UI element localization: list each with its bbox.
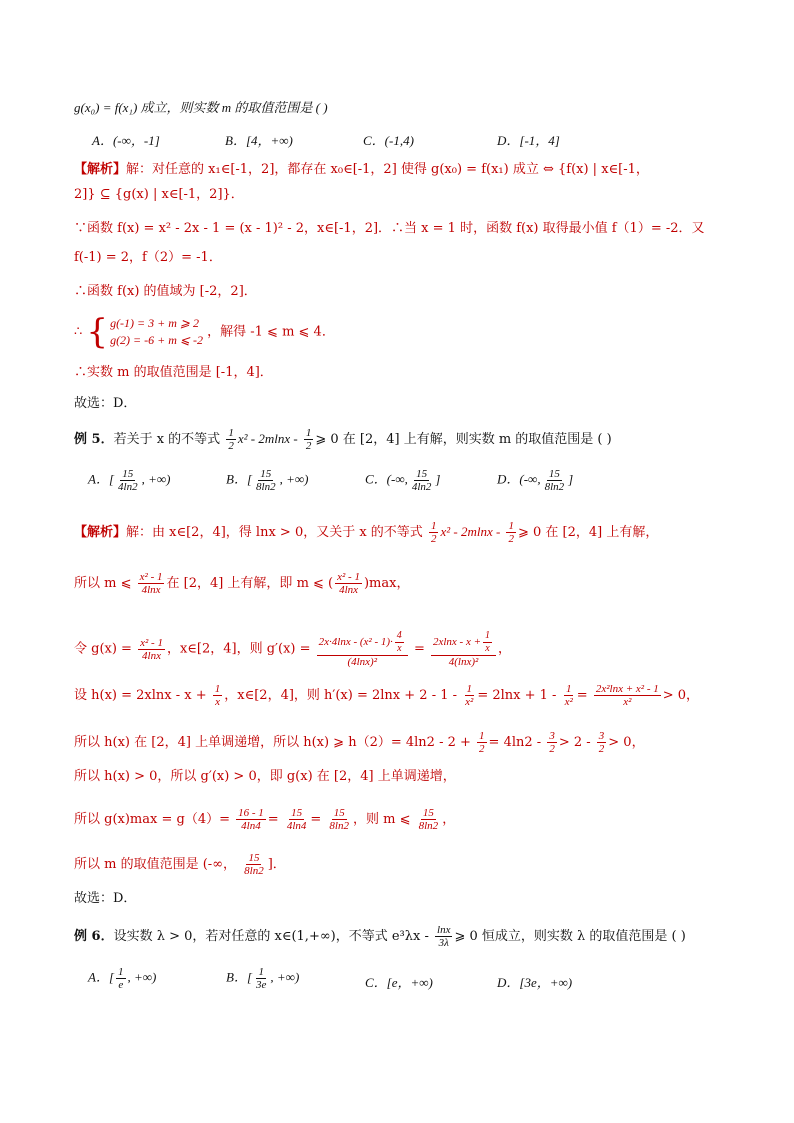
sol5-line-3: 令 g(x) = $\frac{\text{x² - 1}}{4\ln x}$ ，x∈[2，4]，则 g′(x) = 2x·4lnx - (x² - 1)· $\frac{4}{x}$ (4lnx)² = 2xlnx - x + $\frac{1}{x}$ 4(lnx)² ，	[74, 630, 512, 668]
ex5-option-c: C．(-∞, $\frac{15}{4\ln 2}$ ]	[365, 468, 441, 493]
option-a: A．(-∞，-1]	[92, 133, 160, 148]
ex5-option-b: B．[ $\frac{15}{8\ln 2}$ , +∞)	[226, 468, 309, 493]
example-5-question: 例 5．若关于 x 的不等式 $\frac{1}{2}$ x² - 2mlnx - $\frac{1}{2}$ ⩾ 0 在 [2，4] 上有解，则实数 m 的取值范围是 ( )	[74, 427, 612, 452]
ex6-option-a: A．[ $\frac{1}{e}$ , +∞)	[88, 966, 157, 991]
solution-line-4: f(-1) = 2，f（2）= -1．	[74, 250, 222, 265]
ex6-option-d: D．[3e，+∞)	[497, 975, 573, 990]
example-5-label: 例 5．	[74, 432, 114, 447]
sol5-line-4: 设 h(x) = 2xlnx - x + $\frac{1}{x}$ ，x∈[2，4]，则 h′(x) = 2lnx + 2 - 1 - $\frac{1}{\text{x²}}$ = 2lnx + 1 - $\frac{1}{\text{x²}}$ = $\frac{\text{2x²lnx + x² - 1}}{\text{x²}}$ > 0，	[74, 683, 700, 708]
option-b: B．[4，+∞)	[225, 133, 293, 148]
option-d: D．[-1，4]	[497, 133, 560, 148]
solution-line-2: 2]} ⊆ {g(x) | x∈[-1，2]}．	[74, 187, 244, 202]
solution-line-5: ∴函数 f(x) 的值域为 [-2，2]．	[74, 284, 257, 299]
solution-head: 【解析】	[74, 162, 127, 177]
sol5-line-6: 所以 h(x) > 0，所以 g′(x) > 0，即 g(x) 在 [2，4] 上单调递增，	[74, 769, 456, 784]
example-6-label: 例 6．	[74, 929, 114, 944]
answer-line-4: 故选：D．	[74, 396, 137, 411]
system-row-2: g(2) = -6 + m ⩽ -2	[110, 333, 203, 347]
sol5-line-7: 所以 g(x)max = g（4）= $\frac{16 - 1}{4\ln 4}$ = $\frac{15}{4\ln 4}$ = $\frac{15}{8\ln 2}$ ，则 m ⩽ $\frac{15}{8\ln 2}$ ，	[74, 807, 456, 832]
ex6-option-c: C．[e，+∞)	[365, 975, 433, 990]
system-row-1: g(-1) = 3 + m ⩾ 2	[110, 316, 199, 330]
sol5-head: 【解析】	[74, 525, 127, 540]
solution-line-7: ∴实数 m 的取值范围是 [-1，4]．	[74, 365, 273, 380]
example-6-question: 例 6．设实数 λ > 0，若对任意的 x∈(1,+∞)，不等式 e³λx - $\frac{\ln x}{3\lambda}$ ⩾ 0 恒成立，则实数 λ 的取值范围是 ( )	[74, 924, 686, 949]
ex6-option-b: B．[ $\frac{1}{3e}$ , +∞)	[226, 966, 300, 991]
solution-system-line: ∴ { g(-1) = 3 + m ⩾ 2 g(2) = -6 + m ⩽ -2 ，解得 -1 ⩽ m ⩽ 4．	[74, 312, 335, 352]
inequality-system: { g(-1) = 3 + m ⩾ 2 g(2) = -6 + m ⩽ -2	[86, 312, 203, 352]
solution-line-1: 【解析】解：对任意的 x₁∈[-1，2]，都存在 x₀∈[-1，2] 使得 g(x₀) = f(x₁) 成立 ⇔ {f(x) | x∈[-1，	[74, 162, 649, 177]
ex5-option-a: A．[ $\frac{15}{4\ln 2}$ , +∞)	[88, 468, 171, 493]
answer-line-5: 故选：D．	[74, 891, 137, 906]
option-c: C．(-1,4)	[363, 133, 414, 148]
ex5-option-d: D．(-∞, $\frac{15}{8\ln 2}$ ]	[497, 468, 574, 493]
sol5-line-5: 所以 h(x) 在 [2，4] 上单调递增，所以 h(x) ⩾ h（2）= 4ln2 - 2 + $\frac{1}{2}$ = 4ln2 - $\frac{3}{2}$ > 2 - $\frac{3}{2}$ > 0，	[74, 730, 645, 755]
solution-line-3: ∵函数 f(x) = x² - 2x - 1 = (x - 1)² - 2，x∈[-1，2]．∴当 x = 1 时，函数 f(x) 取得最小值 f（1）= -2．又	[74, 221, 705, 236]
sol5-line-1: 【解析】解：由 x∈[2，4]，得 lnx > 0，又关于 x 的不等式 $\frac{1}{2}$ x² - 2mlnx - $\frac{1}{2}$ ⩾ 0 在 [2，4] 上有解，	[74, 520, 659, 545]
sol5-line-8: 所以 m 的取值范围是 (-∞， $\frac{15}{8\ln 2}$ ]．	[74, 852, 286, 877]
question-stem: g(x₀) = f(x₁) 成立，则实数 m 的取值范围是 ( )	[74, 100, 328, 115]
sol5-line-2: 所以 m ⩽ $\frac{\text{x² - 1}}{4\ln x}$ 在 [2，4] 上有解，即 m ⩽ ( $\frac{\text{x² - 1}}{4\ln x}$ )max，	[74, 571, 410, 596]
